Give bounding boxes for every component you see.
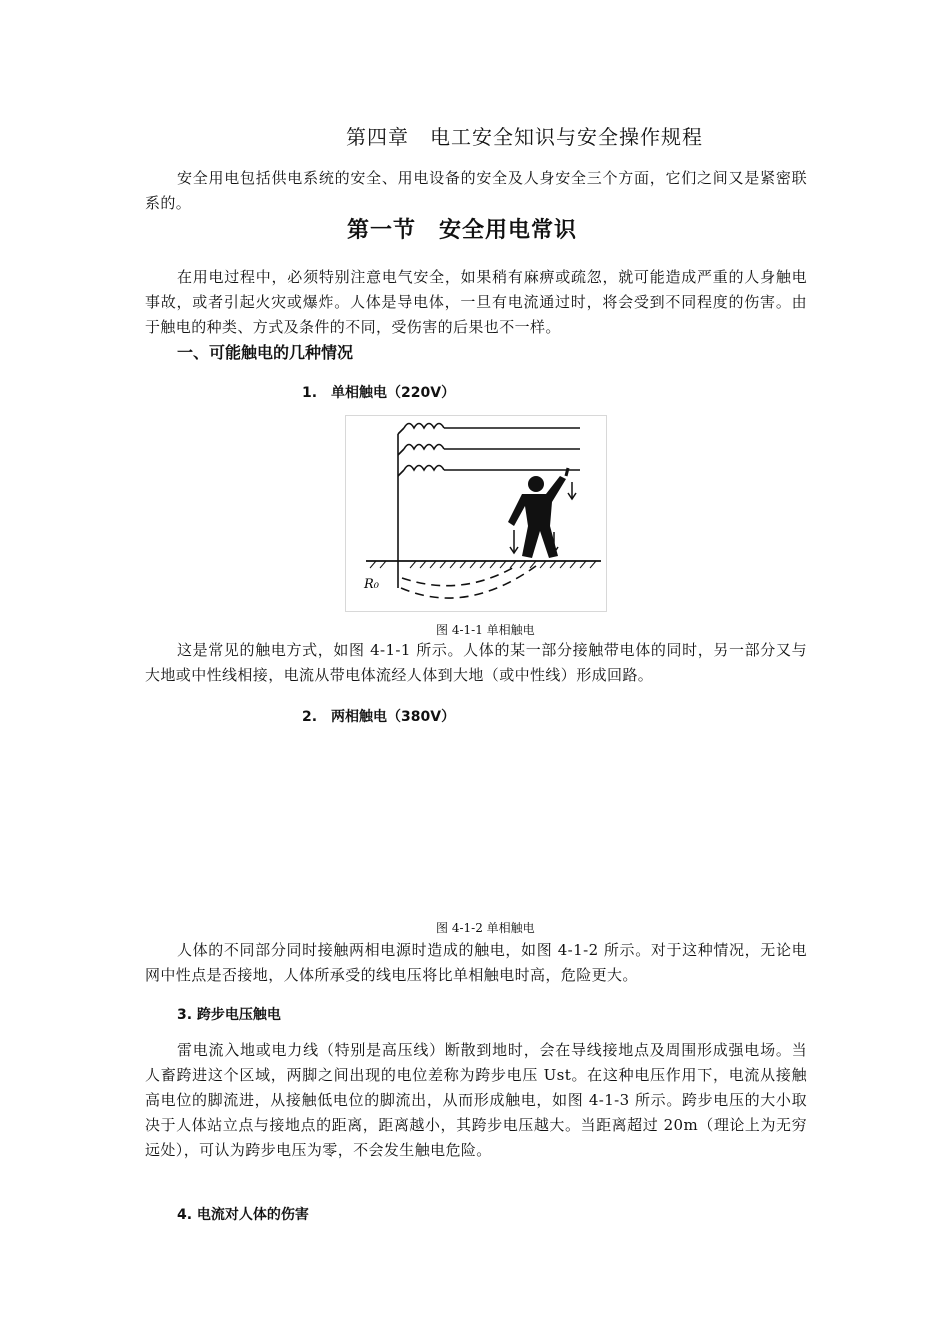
subheading-possible-cases: 一、可能触电的几种情况 [177,343,354,362]
coil-2 [404,445,444,450]
person-figure [508,468,568,558]
coil-1 [404,424,444,429]
item2-heading: 2. 两相触电（380V） [302,709,456,725]
return-current-path-1 [401,566,536,598]
figure-label-r0: R₀ [364,577,379,592]
item2-paragraph: 人体的不同部分同时接触两相电源时造成的触电，如图 4-1-2 所示。对于这种情况，无论电网中性点是否接地，人体所承受的线电压将比单相触电时高，危险更大。 [145,941,807,984]
item1-paragraph: 这是常见的触电方式，如图 4-1-1 所示。人体的某一部分接触带电体的同时，另一部分又与大地或中性线相接，电流从带电体流经人体到大地（或中性线）形成回路。 [145,641,807,684]
single-phase-diagram [346,416,606,611]
section-title: 第一节 安全用电常识 [347,218,578,243]
section-paragraph: 在用电过程中，必须特别注意电气安全，如果稍有麻痹或疏忽，就可能造成严重的人身触电事故，或者引起火灾或爆炸。人体是导电体，一旦有电流通过时，将会受到不同程度的伤害。由于触电的种类、方式及条件的不同，受伤害的后果也不一样。 [145,268,807,336]
item3-heading: 3. 跨步电压触电 [177,1007,281,1023]
figure-single-phase-shock [345,415,607,612]
intro-paragraph: 安全用电包括供电系统的安全、用电设备的安全及人身安全三个方面，它们之间又是紧密联系的。 [145,169,807,212]
item4-heading: 4. 电流对人体的伤害 [177,1207,309,1223]
item1-heading: 1. 单相触电（220V） [302,385,456,401]
figure-caption-2: 图 4-1-2 单相触电 [436,921,535,935]
item3-paragraph: 雷电流入地或电力线（特别是高压线）断散到地时，会在导线接地点及周围形成强电场。当人畜跨进这个区域，两脚之间出现的电位差称为跨步电压 Ust。在这种电压作用下，电流从接触高电位的脚流进，从接触低电位的脚流出，从而形成触电，如图 4-1-3 所示。跨步电压的大小取决于人体站立点与接地点的距离，距离越小，其跨步电压越大。当距离超过 20m（理论上为无穷远处），可认为跨步电压为零，不会发生触电危险。 [145,1041,807,1159]
figure-caption-1: 图 4-1-1 单相触电 [436,623,535,637]
figure-two-phase-placeholder [345,735,605,910]
return-current-path-2 [402,566,516,586]
coil-3 [404,466,444,471]
chapter-title: 第四章 电工安全知识与安全操作规程 [346,125,703,149]
